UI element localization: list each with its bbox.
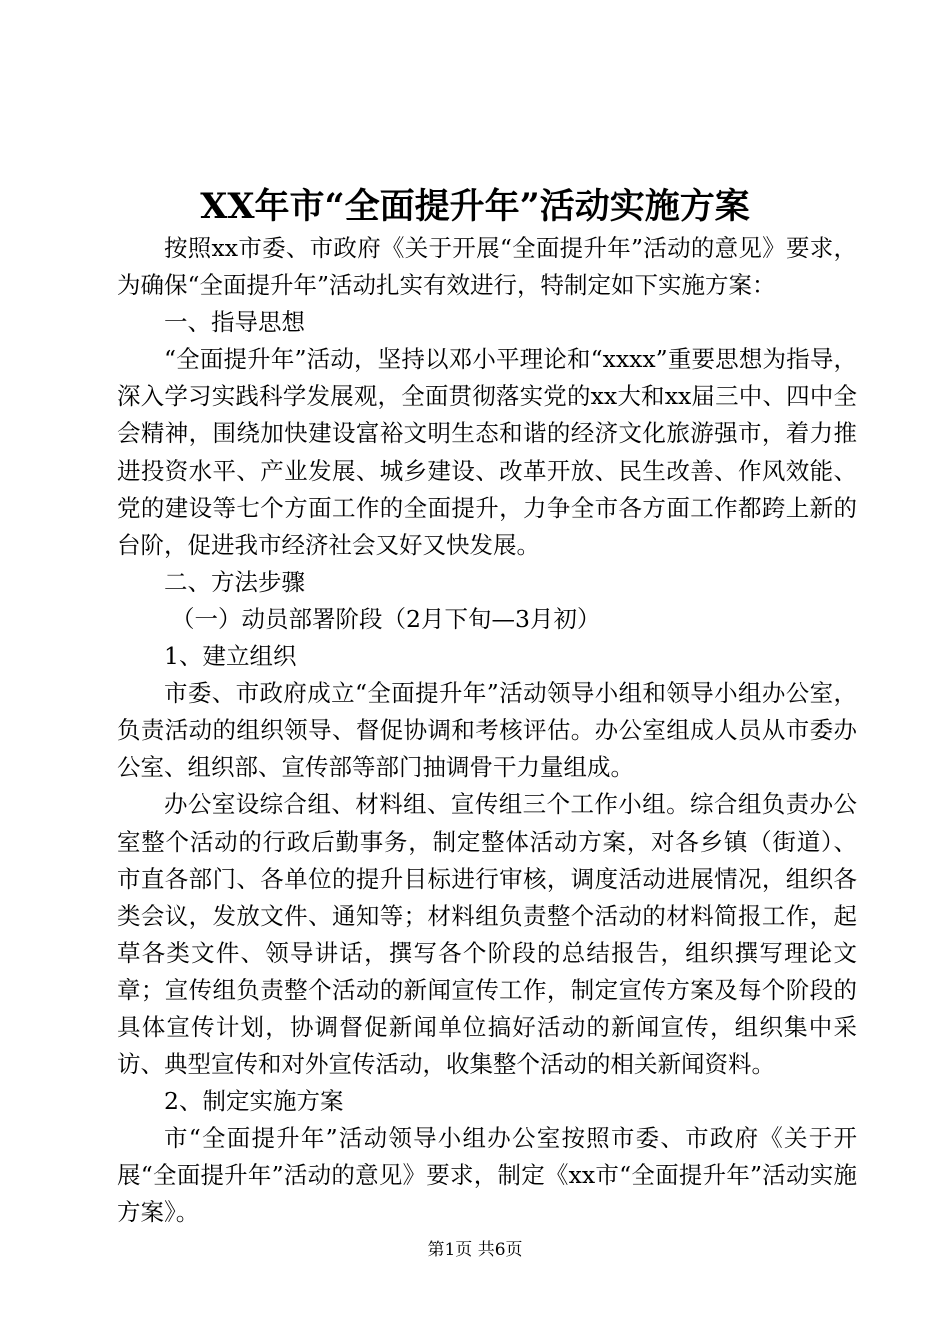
item-heading-implementation-plan: 2、制定实施方案 [164, 1087, 344, 1116]
intro-paragraph: 按照xx市委、市政府《关于开展“全面提升年”活动的意见》要求，为确保“全面提升年”活动扎实有效进行，特制定如下实施方案： [117, 234, 857, 300]
guiding-ideology-paragraph: “全面提升年”活动，坚持以邓小平理论和“xxxx”重要思想为指导，深入学习实践科学发展观，全面贯彻落实党的xx大和xx届三中、四中全会精神，围绕加快建设富裕文明生态和谐的经济文化旅游强市，着力推进投资水平、产业发展、城乡建设、改革开放、民生改善、作风效能、党的建设等七个方面工作的全面提升，力争全市各方面工作都跨上新的台阶，促进我市经济社会又好又快发展。 [117, 345, 857, 559]
subsection-heading-mobilization-stage: （一）动员部署阶段（2月下旬—3月初） [171, 604, 601, 633]
office-groups-paragraph: 办公室设综合组、材料组、宣传组三个工作小组。综合组负责办公室整个活动的行政后勤事务，制定整体活动方案，对各乡镇（街道）、市直各部门、各单位的提升目标进行审核，调度活动进展情况，组织各类会议，发放文件、通知等；材料组负责整个活动的材料简报工作，起草各类文件、领导讲话，撰写各个阶段的总结报告，组织撰写理论文章；宣传组负责整个活动的新闻宣传工作，制定宣传方案及每个阶段的具体宣传计划，协调督促新闻单位搞好活动的新闻宣传，组织集中采访、典型宣传和对外宣传活动，收集整个活动的相关新闻资料。 [117, 790, 857, 1079]
document-body [117, 230, 857, 1232]
page-number-footer: 第1页 共6页 [427, 1240, 523, 1260]
document-title: XX年市“全面提升年”活动实施方案 [200, 186, 750, 227]
implementation-plan-paragraph: 市“全面提升年”活动领导小组办公室按照市委、市政府《关于开展“全面提升年”活动的意见》要求，制定《xx市“全面提升年”活动实施方案》。 [117, 1124, 857, 1227]
organization-paragraph: 市委、市政府成立“全面提升年”活动领导小组和领导小组办公室，负责活动的组织领导、督促协调和考核评估。办公室组成人员从市委办公室、组织部、宣传部等部门抽调骨干力量组成。 [117, 679, 857, 782]
section-heading-method-steps: 二、方法步骤 [164, 567, 305, 596]
item-heading-establish-organization: 1、建立组织 [164, 642, 297, 671]
section-heading-guiding-ideology: 一、指导思想 [164, 308, 305, 337]
